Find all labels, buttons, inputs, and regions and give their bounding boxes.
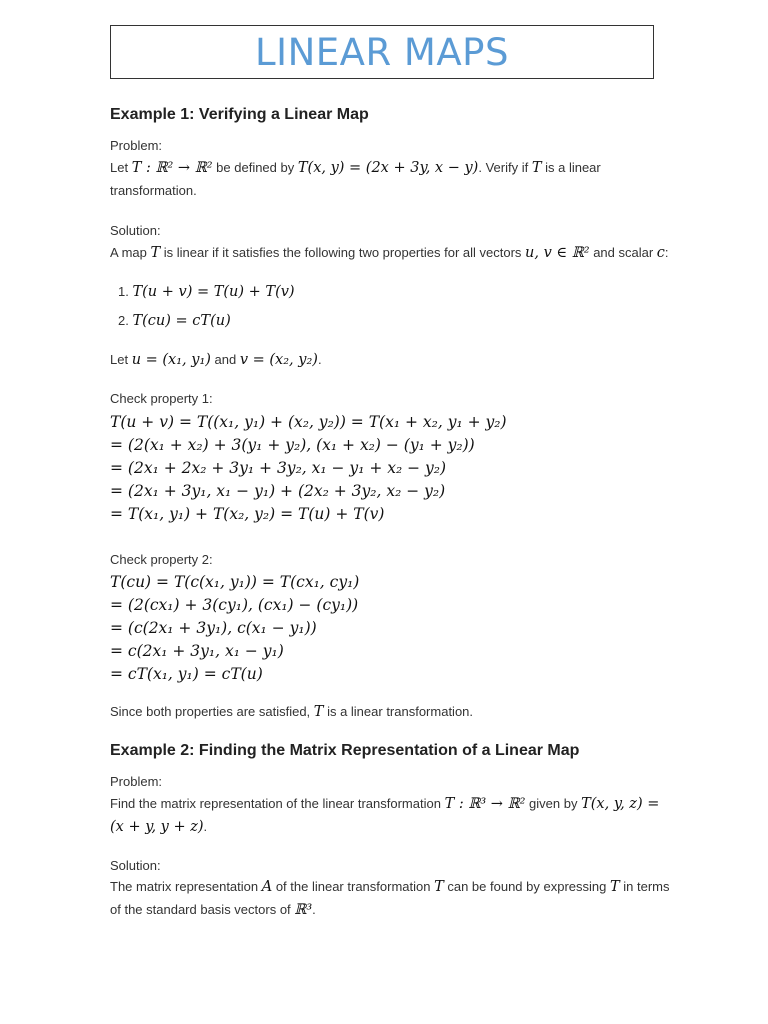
text-segment: : bbox=[664, 245, 669, 260]
text-segment: given by bbox=[525, 796, 582, 811]
text-segment: 1. bbox=[118, 284, 133, 299]
text-segment: be defined by bbox=[212, 160, 298, 175]
math-expression: T(cu) = T(c(x₁, y₁)) = T(cx₁, cy₁) bbox=[110, 573, 360, 591]
math-expression: = (2(x₁ + x₂) + 3(y₁ + y₂), (x₁ + x₂) − (y₁ + y₂)) bbox=[110, 436, 475, 454]
text-segment: Check property 1: bbox=[110, 391, 213, 406]
math-expression: T bbox=[313, 704, 324, 720]
text-segment: The matrix representation bbox=[110, 879, 262, 894]
math-expression: = T(x₁, y₁) + T(x₂, y₂) = T(u) + T(v) bbox=[110, 505, 385, 523]
math-expression: ℝ³ bbox=[294, 902, 313, 918]
text-segment: is a linear transformation. bbox=[323, 704, 474, 719]
text-line bbox=[110, 159, 601, 177]
math-expression: u = (x₁, y₁) bbox=[131, 352, 211, 368]
math-expression: = cT(x₁, y₁) = cT(u) bbox=[110, 665, 263, 683]
text-segment: Find the matrix representation of the linear transformation bbox=[110, 796, 445, 811]
text-segment: is linear if it satisfies the following two properties for all vectors bbox=[160, 245, 526, 260]
math-expression: (x + y, y + z) bbox=[110, 819, 204, 835]
text-segment: 2. bbox=[118, 313, 133, 328]
math-expression: T : ℝ³ → ℝ² bbox=[444, 796, 526, 812]
section-label bbox=[110, 551, 213, 569]
text-segment: A map bbox=[110, 245, 151, 260]
equation-line bbox=[110, 505, 384, 524]
text-segment: Let bbox=[110, 352, 132, 367]
math-expression: = (c(2x₁ + 3y₁), c(x₁ − y₁)) bbox=[110, 619, 317, 637]
text-line bbox=[110, 901, 316, 919]
text-line bbox=[110, 244, 669, 262]
text-segment: transformation. bbox=[110, 183, 197, 198]
math-expression: T bbox=[150, 245, 161, 261]
math-expression: T(u + v) = T(u) + T(v) bbox=[132, 284, 295, 300]
text-segment: . bbox=[312, 902, 316, 917]
equation-line bbox=[110, 619, 317, 638]
section-label bbox=[110, 222, 161, 240]
section-label bbox=[110, 390, 213, 408]
section-label bbox=[110, 137, 162, 155]
text-line bbox=[110, 818, 207, 836]
text-segment: of the linear transformation bbox=[272, 879, 435, 894]
text-segment: Solution: bbox=[110, 858, 161, 873]
math-expression: = (2x₁ + 3y₁, x₁ − y₁) + (2x₂ + 3y₂, x₂ − y₂) bbox=[110, 482, 446, 500]
text-segment: . Verify if bbox=[478, 160, 532, 175]
text-segment: Example 2: Finding the Matrix Representation of a Linear Map bbox=[110, 742, 580, 759]
equation-line bbox=[110, 642, 284, 661]
text-segment: and bbox=[210, 352, 240, 367]
text-segment: Check property 2: bbox=[110, 552, 213, 567]
text-segment: Since both properties are satisfied, bbox=[110, 704, 314, 719]
text-line bbox=[110, 795, 659, 813]
text-segment: Example 1: Verifying a Linear Map bbox=[110, 106, 369, 123]
math-expression: T(x, y, z) = bbox=[581, 796, 660, 812]
equation-line bbox=[110, 459, 446, 478]
text-segment: Solution: bbox=[110, 223, 161, 238]
math-expression: T bbox=[609, 879, 620, 895]
text-segment: Let bbox=[110, 160, 132, 175]
equation-line bbox=[110, 665, 263, 684]
math-expression: v = (x₂, y₂) bbox=[239, 352, 318, 368]
math-expression: T : ℝ² → ℝ² bbox=[131, 160, 213, 176]
section-heading bbox=[110, 742, 579, 760]
text-segment: Problem: bbox=[110, 138, 163, 153]
section-label bbox=[110, 857, 161, 875]
math-expression: T(cu) = cT(u) bbox=[132, 313, 231, 329]
equation-line bbox=[110, 436, 475, 455]
text-line bbox=[110, 878, 670, 896]
math-expression: T(u + v) = T((x₁, y₁) + (x₂, y₂)) = T(x₁ + x₂, y₁ + y₂) bbox=[110, 413, 507, 431]
text-line bbox=[110, 703, 473, 721]
text-segment: of the standard basis vectors of bbox=[110, 902, 295, 917]
list-item bbox=[118, 312, 231, 330]
math-expression: = (2(cx₁) + 3(cy₁), (cx₁) − (cy₁)) bbox=[110, 596, 359, 614]
text-segment: can be found by expressing bbox=[443, 879, 610, 894]
math-expression: T bbox=[531, 160, 542, 176]
math-expression: = c(2x₁ + 3y₁, x₁ − y₁) bbox=[110, 642, 284, 660]
text-segment: is a linear bbox=[541, 160, 601, 175]
section-label bbox=[110, 773, 162, 791]
equation-line bbox=[110, 573, 359, 592]
text-segment: in terms bbox=[619, 879, 670, 894]
document-title-box bbox=[110, 25, 654, 79]
math-expression: u, v ∈ ℝ² bbox=[525, 245, 590, 261]
math-expression: = (2x₁ + 2x₂ + 3y₁ + 3y₂, x₁ − y₁ + x₂ − y₂) bbox=[110, 459, 447, 477]
math-expression: T bbox=[434, 879, 444, 895]
math-expression: c bbox=[656, 245, 665, 261]
text-line bbox=[110, 351, 322, 369]
equation-line bbox=[110, 413, 507, 432]
document-title: LINEAR MAPS bbox=[255, 31, 509, 74]
list-item bbox=[118, 283, 295, 301]
equation-line bbox=[110, 482, 445, 501]
text-segment: and scalar bbox=[589, 245, 657, 260]
math-expression: A bbox=[261, 879, 273, 895]
math-expression: T(x, y) = (2x + 3y, x − y) bbox=[297, 160, 479, 176]
text-line bbox=[110, 182, 197, 200]
section-heading bbox=[110, 106, 369, 124]
text-segment: Problem: bbox=[110, 774, 163, 789]
text-segment: . bbox=[317, 352, 322, 367]
equation-line bbox=[110, 596, 358, 615]
text-segment: . bbox=[203, 819, 208, 834]
